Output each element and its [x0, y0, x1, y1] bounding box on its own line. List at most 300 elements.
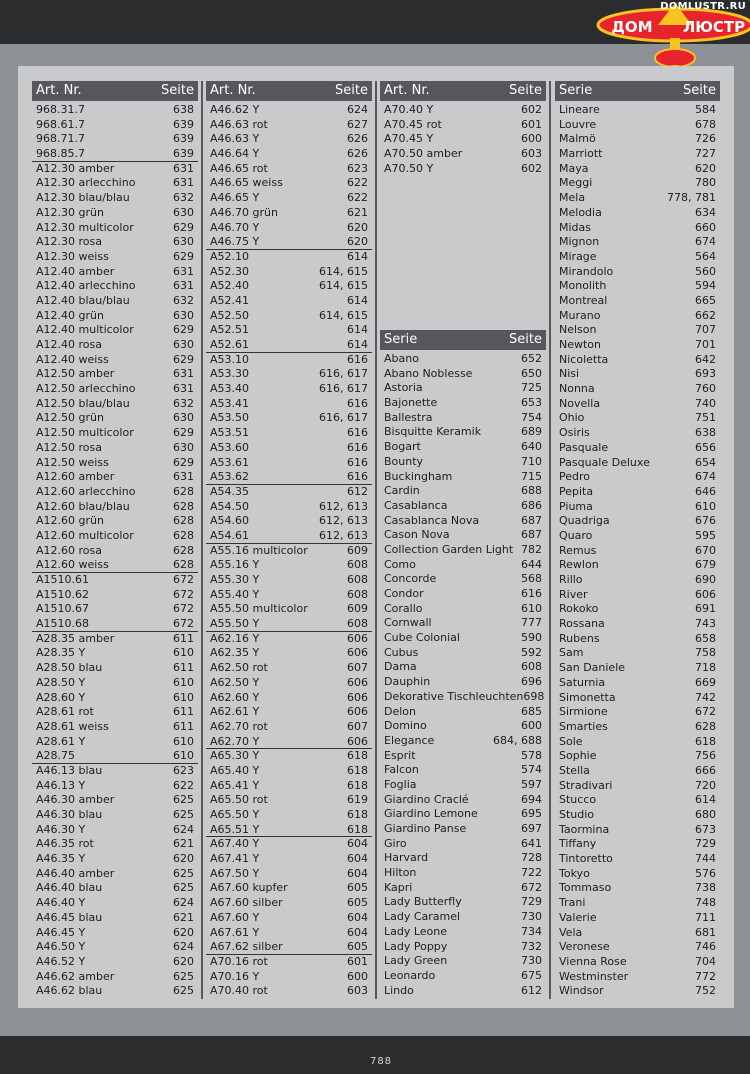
entry-page: 662: [695, 308, 716, 322]
entry-name: A12.30 weiss: [36, 249, 109, 263]
index-entry: [380, 925, 546, 940]
entry-name: A54.50: [210, 499, 250, 513]
entry-name: Quadriga: [559, 514, 610, 528]
column-header: [380, 81, 546, 101]
entry-name: Bogart: [384, 440, 421, 454]
entry-name: A46.75 Y: [210, 235, 260, 249]
entry-name: Stella: [559, 763, 590, 777]
entry-page: 608: [347, 617, 368, 631]
entry-name: A70.45 Y: [384, 132, 434, 146]
entry-name: A12.60 amber: [36, 470, 115, 484]
index-entry: [380, 822, 546, 837]
index-entry: [555, 250, 720, 265]
entry-name: A46.45 blau: [36, 910, 103, 924]
index-entry: [380, 969, 546, 984]
entry-page: 630: [173, 338, 194, 351]
entry-name: A65.40 Y: [210, 763, 260, 777]
entry-page: 697: [521, 822, 542, 835]
entry-name: Cube Colonial: [384, 631, 460, 645]
entry-name: Bisquitte Keramik: [384, 425, 482, 439]
entry-name: A46.40 Y: [36, 896, 86, 910]
index-entry: [380, 778, 546, 793]
entry-page: 758: [695, 646, 716, 660]
entry-page: 672: [521, 880, 542, 894]
index-entry: [206, 984, 372, 999]
index-entry: [32, 500, 198, 515]
entry-page: 616: [347, 440, 368, 454]
index-entry: [32, 632, 198, 647]
index-entry: [206, 426, 372, 441]
entry-name: A46.62 Y: [210, 103, 260, 116]
entry-name: A12.50 weiss: [36, 455, 109, 469]
entry-name: Saturnia: [559, 675, 606, 689]
entry-page: 622: [173, 778, 194, 792]
entry-page: 594: [695, 279, 716, 293]
entry-name: Corallo: [384, 601, 423, 615]
entry-page: 629: [173, 426, 194, 440]
entry-page: 624: [173, 896, 194, 910]
index-entry: [206, 837, 372, 852]
entry-name: Dama: [384, 660, 417, 674]
entry-name: Hilton: [384, 866, 417, 880]
entry-page: 610: [173, 646, 194, 660]
entry-name: Piuma: [559, 499, 593, 513]
index-entry: [32, 367, 198, 382]
entry-page: 728: [521, 851, 542, 865]
column-header: [380, 330, 546, 350]
entry-name: A28.35 amber: [36, 631, 115, 645]
entry-page: 614: [347, 338, 368, 351]
index-entry: [380, 881, 546, 896]
entry-page: 672: [173, 617, 194, 631]
entry-name: Lindo: [384, 983, 414, 997]
entry-name: Tokyo: [559, 866, 590, 880]
entry-name: A46.30 Y: [36, 822, 86, 836]
entry-name: Sole: [559, 734, 583, 748]
entry-name: Maya: [559, 161, 589, 175]
index-entry: [206, 411, 372, 426]
entry-name: A12.60 rosa: [36, 543, 102, 557]
entry-name: A52.40: [210, 279, 250, 293]
entry-name: A55.50 multicolor: [210, 602, 308, 616]
index-entry: [380, 352, 546, 367]
entry-name: Quaro: [559, 528, 593, 542]
entry-name: 968.61.7: [36, 117, 85, 131]
entry-page: 620: [173, 852, 194, 866]
entry-page: 624: [347, 103, 368, 116]
entry-page: 614: [347, 323, 368, 337]
entry-name: A1510.68: [36, 617, 90, 631]
index-entry: [555, 500, 720, 515]
entry-name: A62.60 Y: [210, 690, 260, 704]
entry-name: A53.61: [210, 455, 250, 469]
entry-name: Nonna: [559, 382, 595, 396]
entry-name: Mela: [559, 191, 586, 205]
entry-name: Leonardo: [384, 968, 436, 982]
index-entry: [32, 323, 198, 338]
index-entry: [206, 573, 372, 588]
index-entry: [555, 162, 720, 177]
entry-page: 616, 617: [319, 367, 368, 381]
entry-name: A55.16 multicolor: [210, 543, 308, 557]
entry-page: 732: [521, 939, 542, 953]
entry-page: 564: [695, 249, 716, 263]
entry-page: 756: [695, 749, 716, 763]
index-entry: [555, 646, 720, 661]
entry-page: 746: [695, 940, 716, 954]
entry-name: Monolith: [559, 279, 607, 293]
entry-page: 684, 688: [493, 733, 542, 747]
entry-page: 611: [173, 631, 194, 645]
index-list: [555, 103, 720, 999]
entry-name: A12.40 multicolor: [36, 323, 134, 337]
entry-page: 608: [521, 660, 542, 674]
index-entry: [32, 353, 198, 368]
entry-name: A12.40 weiss: [36, 352, 109, 366]
entry-page: 603: [347, 984, 368, 998]
entry-page: 600: [521, 132, 542, 146]
entry-name: A55.40 Y: [210, 587, 260, 601]
entry-page: 604: [347, 910, 368, 924]
index-entry: [32, 206, 198, 221]
index-entry: [555, 779, 720, 794]
index-entry: [380, 572, 546, 587]
entry-page: 631: [173, 264, 194, 278]
entry-page: 680: [695, 808, 716, 821]
entry-page: 631: [173, 161, 194, 175]
entry-name: A46.62 amber: [36, 969, 115, 983]
index-entry: [380, 866, 546, 881]
entry-name: Stucco: [559, 793, 597, 807]
index-entry: [206, 881, 372, 896]
index-entry: [555, 720, 720, 735]
entry-page: 658: [695, 631, 716, 645]
entry-page: 631: [173, 470, 194, 484]
entry-page: 639: [173, 117, 194, 131]
entry-name: A46.35 Y: [36, 852, 86, 866]
entry-name: Dauphin: [384, 675, 431, 689]
entry-name: A54.60: [210, 514, 250, 528]
index-entry: [32, 749, 198, 764]
index-entry: [206, 955, 372, 970]
index-entry: [555, 132, 720, 147]
index-entry: [555, 514, 720, 529]
index-entry: [206, 632, 372, 647]
index-entry: [32, 588, 198, 603]
entry-page: 602: [521, 103, 542, 116]
entry-name: A12.50 amber: [36, 367, 115, 381]
entry-page: 695: [521, 807, 542, 821]
entry-page: 718: [695, 661, 716, 675]
entry-page: 620: [173, 925, 194, 939]
entry-page: 608: [347, 558, 368, 572]
header-seite: Seite: [683, 83, 716, 98]
entry-name: Nelson: [559, 323, 597, 337]
entry-page: 609: [347, 602, 368, 616]
entry-name: Melodia: [559, 205, 602, 219]
entry-name: A53.60: [210, 440, 250, 454]
entry-name: A52.30: [210, 264, 250, 278]
entry-name: A28.61 weiss: [36, 719, 109, 733]
entry-name: Giardino Panse: [384, 822, 467, 835]
index-entry: [380, 411, 546, 426]
entry-name: A55.30 Y: [210, 573, 260, 586]
entry-page: 628: [173, 528, 194, 542]
index-entry: [380, 660, 546, 675]
header-art-nr: Art. Nr.: [210, 83, 256, 98]
entry-name: Veronese: [559, 940, 610, 954]
entry-page: 620: [695, 161, 716, 175]
index-entry: [32, 176, 198, 191]
index-entry: [555, 588, 720, 603]
index-entry: [555, 279, 720, 294]
index-entry: [206, 676, 372, 691]
entry-page: 740: [695, 396, 716, 410]
entry-name: A1510.61: [36, 573, 90, 586]
entry-name: Kapri: [384, 880, 413, 894]
entry-page: 748: [695, 896, 716, 910]
entry-name: Cornwall: [384, 616, 432, 630]
entry-name: A70.16 Y: [210, 969, 260, 983]
entry-name: A53.50: [210, 411, 250, 425]
index-entry: [32, 441, 198, 456]
index-entry: [555, 191, 720, 206]
index-entry: [206, 162, 372, 177]
entry-page: 672: [173, 587, 194, 601]
index-entry: [206, 235, 372, 250]
entry-page: 614, 615: [319, 264, 368, 278]
entry-page: 612: [347, 484, 368, 498]
index-entry: [206, 779, 372, 794]
index-entry: [32, 544, 198, 559]
entry-name: A12.50 grün: [36, 411, 104, 425]
index-entry: [555, 881, 720, 896]
entry-name: Rewlon: [559, 558, 599, 572]
entry-name: A62.70 Y: [210, 734, 260, 748]
index-entry: [206, 279, 372, 294]
index-entry: [32, 940, 198, 955]
entry-name: A46.62 blau: [36, 984, 103, 998]
entry-name: Sirmione: [559, 705, 608, 719]
entry-page: 612: [521, 983, 542, 997]
entry-name: A67.50 Y: [210, 866, 260, 880]
entry-name: Dekorative Tischleuchten: [384, 689, 524, 703]
index-entry: [206, 338, 372, 353]
entry-page: 625: [173, 969, 194, 983]
index-list: [32, 103, 198, 999]
index-entry: [380, 837, 546, 852]
index-entry: [380, 440, 546, 455]
entry-name: Mirage: [559, 249, 597, 263]
entry-page: 606: [347, 631, 368, 645]
entry-page: 730: [521, 910, 542, 924]
entry-name: Meggi: [559, 176, 593, 190]
entry-name: Marriott: [559, 147, 603, 161]
entry-page: 576: [695, 866, 716, 880]
index-entry: [32, 970, 198, 985]
entry-page: 606: [347, 646, 368, 660]
entry-page: 720: [695, 778, 716, 792]
entry-name: A46.50 Y: [36, 940, 86, 954]
index-column-1: [32, 81, 198, 999]
entry-name: A70.50 amber: [384, 147, 463, 161]
entry-name: A46.65 weiss: [210, 176, 283, 190]
index-entry: [555, 147, 720, 162]
entry-page: 608: [347, 573, 368, 586]
index-entry: [555, 353, 720, 368]
index-entry: [206, 602, 372, 617]
entry-name: A67.60 kupfer: [210, 881, 288, 895]
index-entry: [380, 631, 546, 646]
entry-name: A12.30 arlecchino: [36, 176, 136, 190]
entry-page: 704: [695, 954, 716, 968]
index-entry: [380, 528, 546, 543]
entry-page: 654: [695, 455, 716, 469]
index-entry: [206, 661, 372, 676]
header-seite: Seite: [509, 83, 542, 98]
index-entry: [555, 837, 720, 852]
entry-page: 632: [173, 396, 194, 410]
entry-name: A65.30 Y: [210, 749, 260, 763]
index-entry: [555, 911, 720, 926]
entry-page: 670: [695, 543, 716, 557]
entry-page: 590: [521, 631, 542, 645]
index-entry: [32, 852, 198, 867]
index-entry: [32, 691, 198, 706]
index-entry: [32, 984, 198, 999]
index-entry: [32, 294, 198, 309]
entry-name: A52.50: [210, 308, 250, 322]
index-entry: [380, 499, 546, 514]
index-entry: [32, 602, 198, 617]
index-entry: [32, 162, 198, 177]
index-entry: [555, 529, 720, 544]
entry-page: 606: [347, 734, 368, 748]
index-entry: [380, 690, 546, 705]
index-entry: [380, 396, 546, 411]
index-entry: [206, 367, 372, 382]
index-entry: [555, 808, 720, 823]
entry-page: 624: [173, 822, 194, 836]
entry-name: Lady Leone: [384, 924, 448, 938]
entry-page: 620: [347, 235, 368, 249]
entry-name: A62.35 Y: [210, 646, 260, 660]
entry-name: A67.62 silber: [210, 940, 283, 954]
header-art-nr: Art. Nr.: [384, 83, 430, 98]
index-entry: [555, 955, 720, 970]
entry-name: A46.35 rot: [36, 837, 94, 851]
entry-name: A46.40 amber: [36, 866, 115, 880]
entry-page: 639: [173, 132, 194, 146]
index-entry: [32, 779, 198, 794]
index-entry: [32, 793, 198, 808]
entry-page: 742: [695, 690, 716, 704]
entry-page: 672: [695, 705, 716, 719]
entry-page: 605: [347, 896, 368, 910]
index-entry: [32, 514, 198, 529]
header-seite: Seite: [335, 83, 368, 98]
entry-name: Cubus: [384, 645, 419, 659]
entry-page: 574: [521, 763, 542, 777]
index-entry: [380, 895, 546, 910]
index-entry: [206, 544, 372, 559]
index-entry: [32, 558, 198, 573]
header-art-nr: Art. Nr.: [36, 83, 82, 98]
entry-name: A12.30 multicolor: [36, 220, 134, 234]
index-entry: [206, 808, 372, 823]
index-entry: [555, 617, 720, 632]
entry-page: 694: [521, 792, 542, 806]
entry-name: Vela: [559, 925, 583, 939]
entry-page: 623: [173, 763, 194, 777]
index-entry: [380, 793, 546, 808]
header-serie: Serie: [384, 332, 418, 347]
entry-name: A52.61: [210, 338, 250, 351]
index-entry: [380, 954, 546, 969]
index-entry: [380, 851, 546, 866]
index-entry: [32, 823, 198, 838]
entry-page: 610: [521, 601, 542, 615]
index-entry: [380, 367, 546, 382]
index-entry: [555, 558, 720, 573]
entry-page: 626: [347, 147, 368, 161]
entry-page: 618: [347, 778, 368, 792]
index-entry: [206, 970, 372, 985]
entry-name: Condor: [384, 587, 424, 600]
entry-name: A12.60 weiss: [36, 558, 109, 572]
index-entry: [32, 573, 198, 588]
entry-page: 612, 613: [319, 514, 368, 528]
index-entry: [555, 485, 720, 500]
entry-page: 760: [695, 382, 716, 396]
index-entry: [380, 910, 546, 925]
entry-page: 625: [173, 881, 194, 895]
index-entry: [206, 735, 372, 750]
index-entry: [32, 426, 198, 441]
entry-name: A12.60 multicolor: [36, 528, 134, 542]
index-entry: [380, 425, 546, 440]
index-entry: [32, 103, 198, 118]
index-entry: [32, 221, 198, 236]
bottom-bar: [0, 1036, 750, 1074]
entry-page: 620: [347, 220, 368, 234]
column-divider: [375, 81, 377, 999]
index-entry: [32, 118, 198, 133]
entry-page: 603: [521, 147, 542, 161]
entry-name: A62.16 Y: [210, 631, 260, 645]
entry-page: 630: [173, 411, 194, 425]
entry-name: A67.40 Y: [210, 837, 260, 851]
entry-name: River: [559, 587, 588, 601]
entry-page: 631: [173, 279, 194, 293]
entry-name: Lady Green: [384, 954, 448, 968]
index-entry: [32, 191, 198, 206]
entry-name: A70.40 rot: [210, 984, 268, 998]
entry-page: 650: [521, 366, 542, 380]
entry-page: 734: [521, 924, 542, 938]
entry-page: 726: [695, 132, 716, 146]
entry-page: 638: [173, 103, 194, 116]
entry-name: A70.16 rot: [210, 954, 268, 968]
entry-name: A12.40 rosa: [36, 338, 102, 351]
index-entry: [380, 470, 546, 485]
entry-name: A12.30 blau/blau: [36, 191, 130, 205]
index-entry: [206, 397, 372, 412]
entry-name: Stradivari: [559, 778, 613, 792]
entry-page: 672: [173, 573, 194, 586]
index-entry: [555, 265, 720, 280]
entry-name: A1510.62: [36, 587, 90, 601]
